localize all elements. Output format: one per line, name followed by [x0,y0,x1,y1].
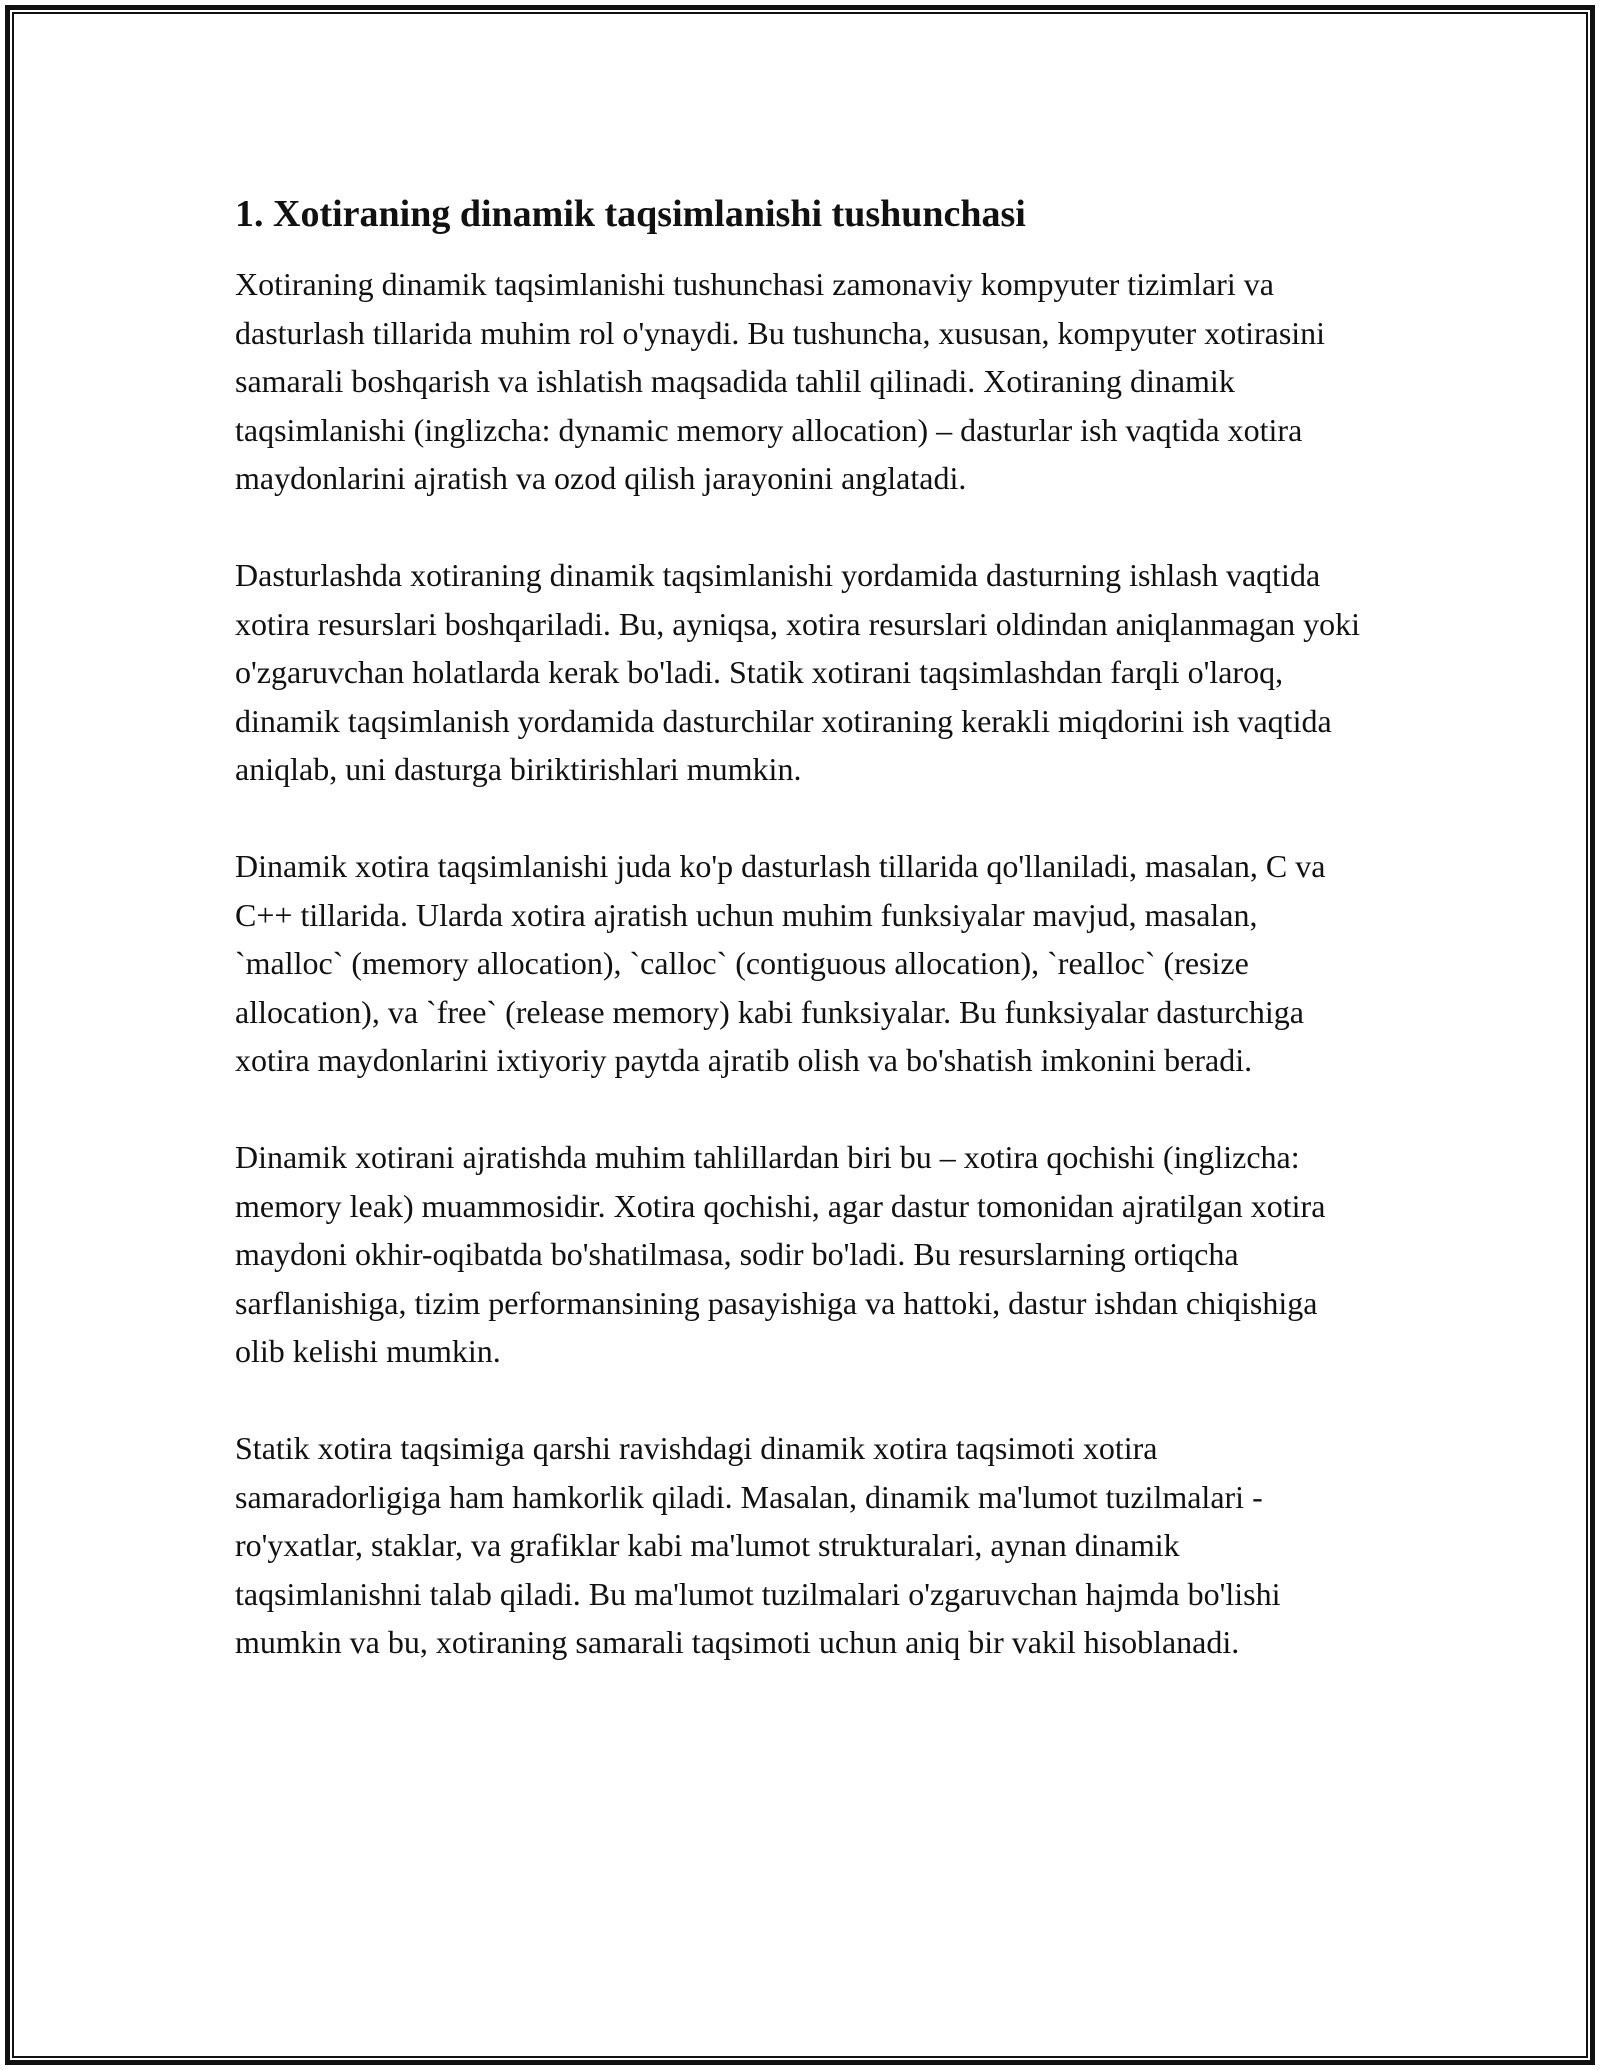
paragraph-4: Dinamik xotirani ajratishda muhim tahlillardan biri bu – xotira qochishi (inglizcha: memory leak) muammosidir. Xotira qochishi, agar dastur tomonidan ajratilgan xotira maydoni okhir-oqibatda bo'shatilmasa, sodir bo'ladi. Bu resurslarning ortiqcha sarflanishiga, tizim performansining pasayishiga va hattoki, dastur ishdan chiqishiga olib kelishi mumkin. [235,1139,1326,1369]
section-heading: 1. Xotiraning dinamik taqsimlanishi tushunchasi [235,193,1026,235]
paragraph-3: Dinamik xotira taqsimlanishi juda ko'p dasturlash tillarida qo'llaniladi, masalan, C va C++ tillarida. Ularda xotira ajratish uchun muhim funksiyalar mavjud, masalan, `malloc` (memory allocation), `calloc` (contiguous allocation), `realloc` (resize allocation), va `free` (release memory) kabi funksiyalar. Bu funksiyalar dasturchiga xotira maydonlarini ixtiyoriy paytda ajratib olish va bo'shatish imkonini beradi. [235,848,1326,1078]
document-body [235,188,1370,1715]
paragraph-5: Statik xotira taqsimiga qarshi ravishdagi dinamik xotira taqsimoti xotira samaradorligiga ham hamkorlik qiladi. Masalan, dinamik ma'lumot tuzilmalari - ro'yxatlar, staklar, va grafiklar kabi ma'lumot strukturalari, aynan dinamik taqsimlanishni talab qiladi. Bu ma'lumot tuzilmalari o'zgaruvchan hajmda bo'lishi mumkin va bu, xotiraning samarali taqsimoti uchun aniq bir vakil hisoblanadi. [235,1430,1281,1660]
paragraph-1: Xotiraning dinamik taqsimlanishi tushunchasi zamonaviy kompyuter tizimlari va dasturlash tillarida muhim rol o'ynaydi. Bu tushuncha, xususan, kompyuter xotirasini samarali boshqarish va ishlatish maqsadida tahlil qilinadi. Xotiraning dinamik taqsimlanishi (inglizcha: dynamic memory allocation) – dasturlar ish vaqtida xotira maydonlarini ajratish va ozod qilish jarayonini anglatadi. [235,266,1326,496]
paragraph-2: Dasturlashda xotiraning dinamik taqsimlanishi yordamida dasturning ishlash vaqtida xotira resurslari boshqariladi. Bu, ayniqsa, xotira resurslari oldindan aniqlanmagan yoki o'zgaruvchan holatlarda kerak bo'ladi. Statik xotirani taqsimlashdan farqli o'laroq, dinamik taqsimlanish yordamida dasturchilar xotiraning kerakli miqdorini ish vaqtida aniqlab, uni dasturga biriktirishlari mumkin. [235,557,1361,787]
